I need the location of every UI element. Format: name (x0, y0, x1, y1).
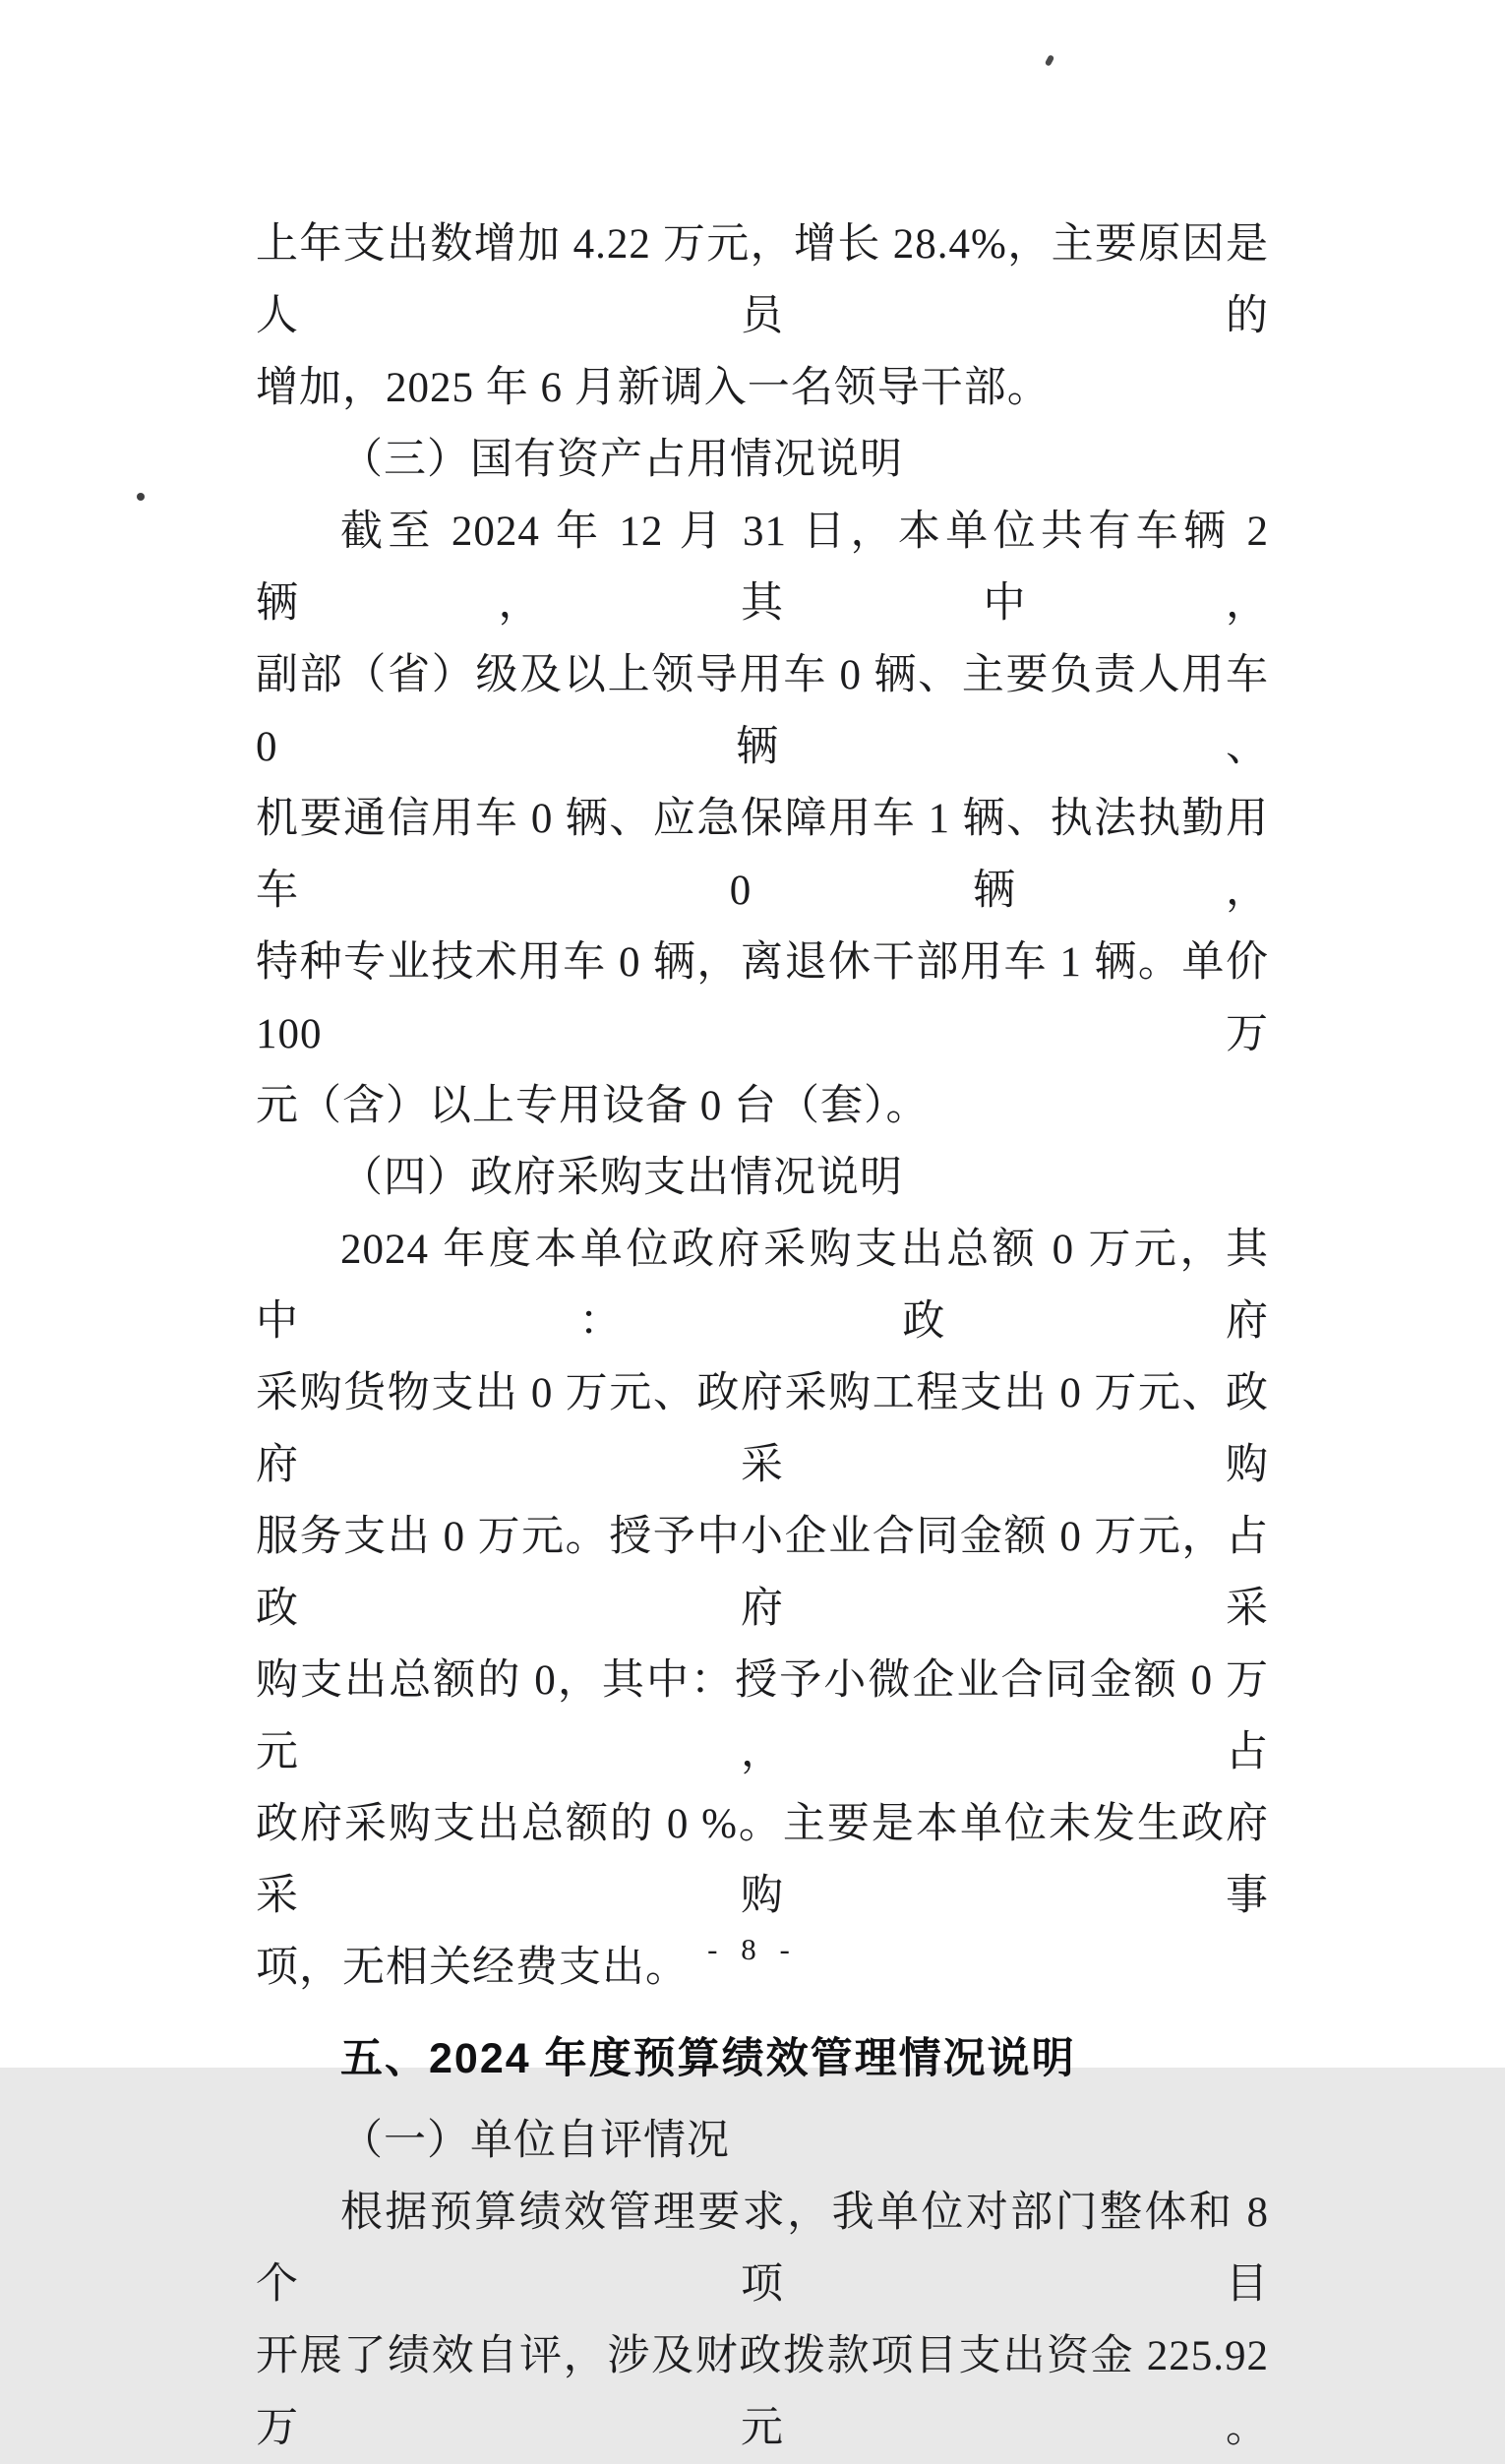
text-line: 2024 年度本单位政府采购支出总额 0 万元，其中：政府 (256, 1227, 1269, 1345)
text-line: 开展了绩效自评，涉及财政拨款项目支出资金 225.92 万元。 (256, 2333, 1269, 2451)
text-line: 根据预算绩效管理要求，我单位对部门整体和 8 个项目 (256, 2190, 1269, 2308)
text-line: 政府采购支出总额的 0 %。主要是本单位未发生政府采购事 (256, 1801, 1269, 1919)
text-line: 服务支出 0 万元。授予中小企业合同金额 0 万元，占政府采 (256, 1514, 1269, 1632)
subsection-heading: （三）国有资产占用情况说明 (340, 437, 903, 483)
text-block (256, 209, 1269, 2464)
scan-speck-top-icon (1045, 54, 1054, 67)
text-line: 机要通信用车 0 辆、应急保障用车 1 辆、执法执勤用车 0 辆， (256, 796, 1269, 914)
text-line: 项，无相关经费支出。 (256, 1945, 689, 1991)
text-line: 上年支出数增加 4.22 万元，增长 28.4%，主要原因是人员的 (256, 221, 1269, 339)
page-number: - 8 - (707, 1932, 798, 1966)
text-line: 特种专业技术用车 0 辆，离退休干部用车 1 辆。单价 100 万 (256, 939, 1269, 1057)
text-line: 截至 2024 年 12 月 31 日，本单位共有车辆 2 辆，其中， (256, 509, 1269, 627)
scan-speck-left-icon (137, 493, 145, 501)
subsection-heading: （四）政府采购支出情况说明 (340, 1155, 903, 1201)
section-heading: 五、2024 年度预算绩效管理情况说明 (340, 2035, 1076, 2082)
text-line: 采购货物支出 0 万元、政府采购工程支出 0 万元、政府采购 (256, 1370, 1269, 1488)
text-line: 副部（省）级及以上领导用车 0 辆、主要负责人用车 0 辆、 (256, 652, 1269, 770)
subsection-heading: （一）单位自评情况 (340, 2118, 730, 2164)
text-line: 购支出总额的 0，其中：授予小微企业合同金额 0 万元，占 (256, 1657, 1269, 1775)
text-line: 增加，2025 年 6 月新调入一名领导干部。 (256, 365, 1051, 411)
text-line: 元（含）以上专用设备 0 台（套）。 (256, 1083, 930, 1129)
